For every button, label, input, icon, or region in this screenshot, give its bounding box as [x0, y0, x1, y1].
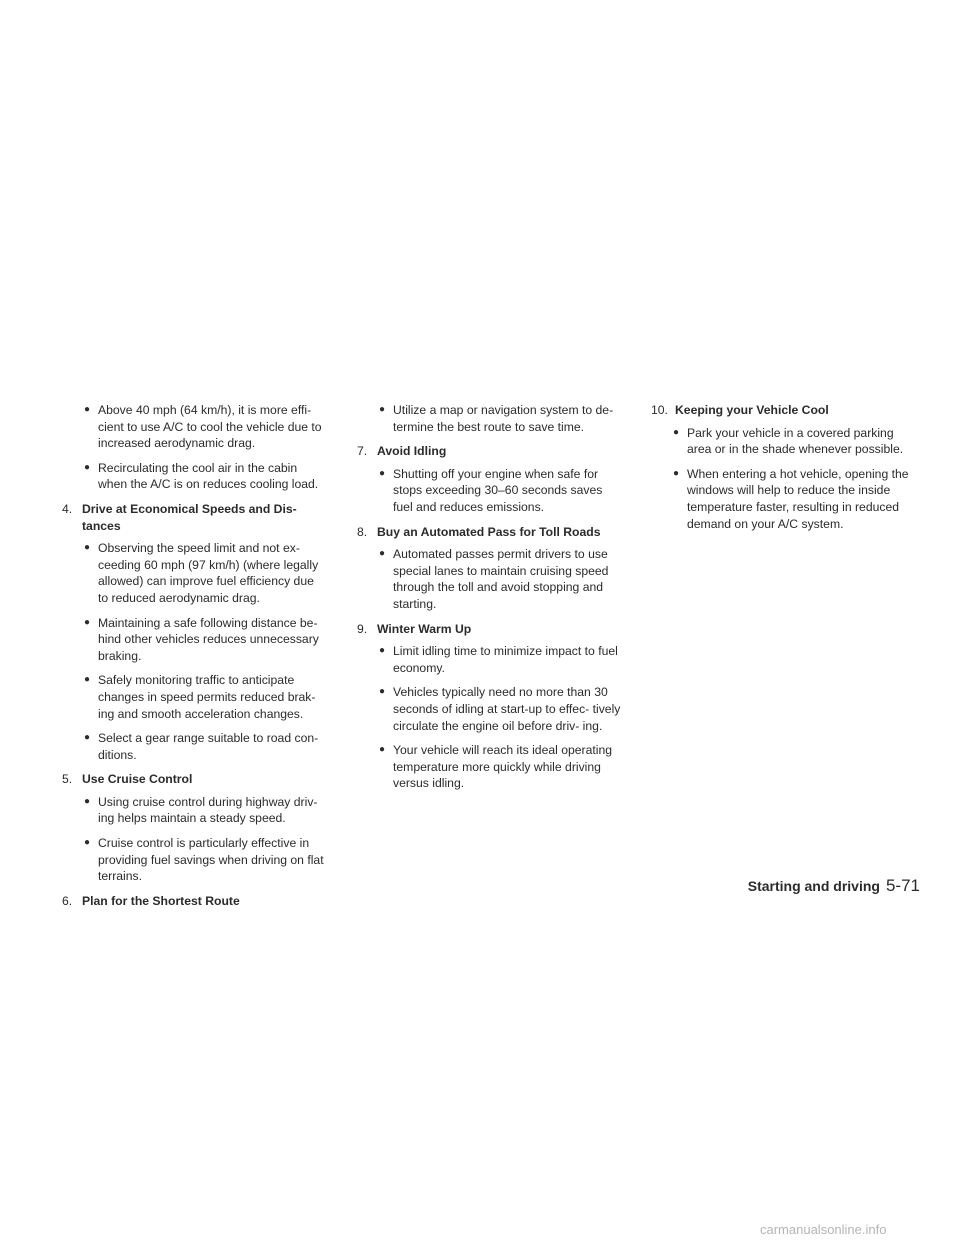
- heading-number: 8.: [357, 524, 368, 539]
- bullet-text: Recirculating the cool air in the cabin when the A/C is on reduces cooling load.: [98, 460, 319, 492]
- bullet-text: Utilize a map or navigation system to de- termine the best route to save time.: [393, 403, 614, 434]
- heading-number: 10.: [651, 403, 668, 417]
- page-footer: [748, 876, 920, 896]
- heading-text: Buy an Automated Pass for Toll Roads: [377, 524, 601, 539]
- bullet-item: [357, 643, 622, 676]
- heading-text: Drive at Economical Speeds and Dis- tances: [82, 501, 297, 533]
- heading-number: 5.: [62, 772, 73, 787]
- bullet-item: [357, 546, 622, 612]
- column-right: [651, 402, 916, 540]
- bullet-item: [62, 835, 327, 885]
- bullet-item: [357, 684, 622, 734]
- bullet-item: [62, 672, 327, 722]
- bullet-item: [651, 466, 916, 532]
- bullet-item: [62, 615, 327, 665]
- bullet-text: Your vehicle will reach its ideal operating temperature more quickly while driving versus idling.: [393, 743, 613, 791]
- heading-number: 7.: [357, 444, 368, 459]
- bullet-text: Using cruise control during highway driv- ing helps maintain a steady speed.: [98, 794, 318, 826]
- bullet-item: [62, 540, 327, 606]
- section-heading-4: [62, 501, 327, 534]
- bullet-text: Select a gear range suitable to road con- ditions.: [98, 731, 319, 762]
- bullet-item: [62, 402, 327, 452]
- heading-text: Avoid Idling: [377, 444, 447, 459]
- bullet-text: Cruise control is particularly effective in providing fuel savings when driving on flat terrains.: [98, 836, 324, 884]
- section-heading-10: [651, 402, 916, 419]
- bullet-text: Vehicles typically need no more than 30 seconds of idling at start-up to effec- tively circulate the engine oil before driv- ing.: [393, 685, 621, 733]
- bullet-item: [357, 466, 622, 516]
- bullet-item: [357, 742, 622, 792]
- bullet-text: Limit idling time to minimize impact to fuel economy.: [393, 644, 618, 675]
- bullet-text: When entering a hot vehicle, opening the windows will help to reduce the inside temperature faster, resulting in reduced demand on your A/C system.: [687, 466, 909, 531]
- section-heading-8: [357, 524, 622, 541]
- bullet-text: Safely monitoring traffic to anticipate changes in speed permits reduced brak- ing and smooth acceleration changes.: [98, 673, 316, 721]
- bullet-item: [357, 402, 622, 435]
- heading-text: Keeping your Vehicle Cool: [675, 403, 829, 417]
- bullet-item: [62, 794, 327, 827]
- section-heading-6: [62, 893, 327, 910]
- column-middle: [357, 402, 622, 800]
- bullet-text: Observing the speed limit and not ex- ceeding 60 mph (97 km/h) (where legally allowed) can improve fuel efficiency due to reduced aerodynamic drag.: [98, 541, 319, 605]
- bullet-item: [62, 730, 327, 763]
- section-heading-9: [357, 621, 622, 638]
- section-heading-5: [62, 771, 327, 788]
- bullet-text: Automated passes permit drivers to use special lanes to maintain cruising speed through the toll and avoid stopping and starting.: [393, 547, 609, 611]
- heading-text: Use Cruise Control: [82, 772, 193, 787]
- footer-section-title: Starting and driving: [747, 878, 880, 894]
- heading-number: 4.: [62, 501, 73, 516]
- bullet-text: Above 40 mph (64 km/h), it is more effi- cient to use A/C to cool the vehicle due to increased aerodynamic drag.: [98, 403, 322, 451]
- heading-text: Plan for the Shortest Route: [82, 893, 240, 908]
- bullet-item: [62, 460, 327, 493]
- column-left: [62, 402, 327, 915]
- heading-number: 6.: [62, 893, 73, 908]
- watermark: carmanualsonline.info: [760, 1222, 887, 1237]
- bullet-text: Shutting off your engine when safe for stops exceeding 30–60 seconds saves fuel and reduces emissions.: [393, 466, 603, 514]
- heading-text: Winter Warm Up: [377, 621, 472, 636]
- section-heading-7: [357, 443, 622, 460]
- bullet-text: Maintaining a safe following distance be- hind other vehicles reduces unnecessary braking.: [98, 615, 319, 663]
- heading-number: 9.: [357, 621, 368, 636]
- bullet-text: Park your vehicle in a covered parking area or in the shade whenever possible.: [687, 425, 904, 457]
- bullet-item: [651, 425, 916, 458]
- page-number: 5-71: [885, 876, 920, 895]
